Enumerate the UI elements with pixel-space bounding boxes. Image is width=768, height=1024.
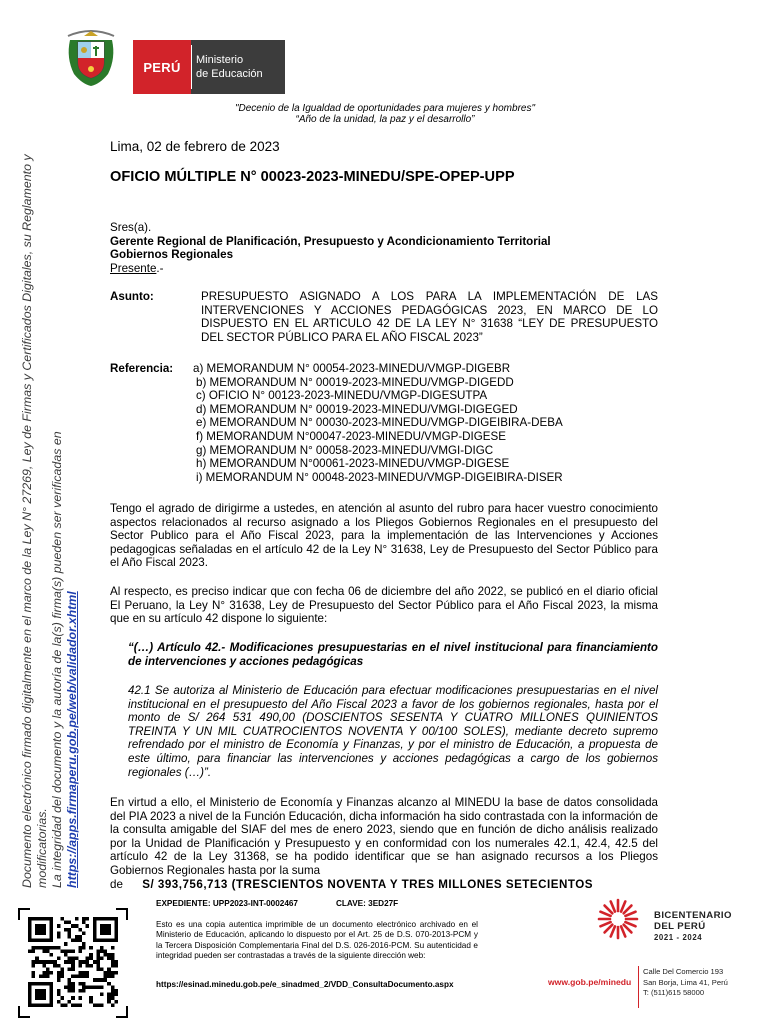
- authenticity-notice: Esto es una copia autentica imprimible de un documento electrónico archivado en el Ministerio de Educación, aplicando lo dispuesto por el Art. 25 de D.S. 070-2013-PCM y la Tercera Disposición Complementaria Final del D.S. 026-2016-PCM. Su autenticidad e integridad pueden ser contrastadas a través de la siguiente dirección web:: [156, 920, 478, 960]
- address-line-2: San Borja, Lima 41, Perú: [643, 977, 728, 987]
- recipient-block: [110, 221, 670, 275]
- year-quote: “Año de la unidad, la paz y el desarrollo”: [295, 114, 475, 125]
- subject-text: PRESUPUESTO ASIGNADO A LOS PARA LA IMPLEMENTACIÓN DE LAS INTERVENCIONES Y ACCIONES PEDAGÓGICAS 2023, EN MARCO DE LO DISPUESTO EN EL ARTICULO 42 DE LA LEY N° 31638 “LEY DE PRESUPUESTO DEL SECTOR PÚBLICO PARA EL AÑO FISCAL 2023”: [201, 290, 658, 344]
- salutation: Sres(a).: [110, 221, 152, 234]
- clave: CLAVE: 3ED27F: [336, 899, 399, 908]
- paragraph-3-prefix: de: [110, 878, 123, 891]
- reference-item: i) MEMORANDUM N° 00048-2023-MINEDU/VMGP-DIGEIBIRA-DISER: [196, 470, 563, 484]
- document-date: Lima, 02 de febrero de 2023: [110, 139, 280, 154]
- paragraph-3-last-line: [110, 878, 658, 892]
- digital-signature-note: [20, 148, 79, 888]
- peru-coat-of-arms-icon: [62, 28, 120, 88]
- peru-label: PERÚ: [143, 59, 181, 75]
- bicentenario-label: [654, 911, 732, 943]
- recipient-line-1: Gerente Regional de Planificación, Presupuesto y Acondicionamiento Territorial: [110, 234, 551, 248]
- reference-item: d) MEMORANDUM N° 00019-2023-MINEDU/VMGI-DIGEGED: [196, 402, 518, 416]
- bicentenario-line-2: DEL PERÚ: [654, 920, 706, 932]
- references-list: [193, 362, 663, 484]
- paragraph-2: Al respecto, es preciso indicar que con fecha 06 de diciembre del año 2022, se publicó en el diario oficial El Peruano, la Ley N° 31638, Ley de Presupuesto del Sector Público para el Año Fiscal 2023, la misma que en su artículo 42 dispone lo siguiente:: [110, 585, 658, 626]
- paragraph-1: Tengo el agrado de dirigirme a ustedes, en atención al asunto del rubro para hacer vuestro conocimiento aspectos relacionados al recurso asignado a los Pliegos Gobiernos Regionales en el presupuesto del Sector Publico para el Año Fiscal 2023, para la implementación de las Intervenciones y Acciones pedagogicas señaladas en el artículo 42 de la Ley N° 31638, Ley de Presupuesto del Sector Público para el Año Fiscal 2023.: [110, 502, 658, 570]
- article-body: 42.1 Se autoriza al Ministerio de Educación para efectuar modificaciones presupuestarias en el nivel institucional en el presupuesto del Año Fiscal 2023 a favor de los gobiernos regionales, hasta por el monto de S/ 264 531 490,00 (DOSCIENTOS SESENTA Y CUATRO MILLONES QUINIENTOS TREINTA Y UN MIL CUATROCIENTOS NOVENTA Y 00/100 SOLES), mediante decreto supremo refrendado por el ministro de Economía y Finanzas, y por el ministro de Educación, a propuesta de este último, para financiar las intervenciones y acciones pedagógicas a cargo de los gobiernos regionales (…)”.: [128, 684, 658, 779]
- ministry-box: [191, 40, 285, 94]
- reference-item: c) OFICIO N° 00123-2023-MINEDU/VMGP-DIGESUTPA: [196, 389, 488, 403]
- document-title: OFICIO MÚLTIPLE N° 00023-2023-MINEDU/SPE-OPEP-UPP: [110, 169, 515, 185]
- address-block: [643, 967, 728, 999]
- qr-code-icon: [28, 917, 118, 1007]
- paragraph-3-amount: S/ 393,756,713 (TRESCIENTOS NOVENTA Y TRES MILLONES SETECIENTOS: [142, 878, 593, 891]
- footer-divider: [638, 966, 639, 1008]
- signature-note-line-1: Documento electrónico firmado digitalmente en el marco de la Ley N° 27269, Ley de Firmas y Certificados Digitales, su Reglamento y modificatorias.: [20, 154, 49, 888]
- bicentenario-years: 2021 - 2024: [654, 932, 703, 942]
- signature-note-text: La integridad del documento y la autoría de la(s) firma(s) pueden ser verificadas en: [50, 431, 64, 888]
- reference-item: f) MEMORANDUM N°00047-2023-MINEDU/VMGP-DIGESE: [196, 429, 506, 443]
- reference-item: g) MEMORANDUM N° 00058-2023-MINEDU/VMGI-DIGC: [196, 443, 494, 457]
- presente-label: Presente: [110, 261, 157, 275]
- presente-line: [110, 262, 670, 276]
- reference-item: b) MEMORANDUM N° 00019-2023-MINEDU/VMGP-DIGEDD: [196, 375, 514, 389]
- gov-link[interactable]: www.gob.pe/minedu: [548, 977, 632, 987]
- verify-url[interactable]: https://esinad.minedu.gob.pe/e_sinadmed_2/VDD_ConsultaDocumento.aspx: [156, 980, 454, 989]
- paragraph-3: En virtud a ello, el Ministerio de Economía y Finanzas alcanzo al MINEDU la base de datos consolidada del PIA 2023 a nivel de la Función Educación, dicha información ha sido contrastada con la información de la consulta amigable del SIAF del mes de enero 2023, siendo que en función de dicho análisis realizado por la Unidad de Planificación y Presupuesto y en conformidad con los numerales 42.1, 42.4, 42.5 del artículo 42 de la Ley 31368, se ha podido identificar que se han asignado recursos a los Pliegos Gobiernos Regionales hasta por la suma: [110, 796, 658, 877]
- address-line-3: T: (511)615 58000: [643, 988, 705, 997]
- ministry-line-1: Ministerio: [196, 54, 244, 66]
- references-label: Referencia:: [110, 362, 174, 375]
- bicentenario-logo-icon: [597, 898, 639, 940]
- subject-label: Asunto:: [110, 290, 154, 303]
- address-line-1: Calle Del Comercio 193: [643, 967, 724, 976]
- reference-item: e) MEMORANDUM N° 00030-2023-MINEDU/VMGP-DIGEIBIRA-DEBA: [196, 416, 563, 430]
- reference-item: h) MEMORANDUM N°00061-2023-MINEDU/VMGP-DIGESE: [196, 457, 510, 471]
- reference-item: a) MEMORANDUM N° 00054-2023-MINEDU/VMGP-DIGEBR: [193, 362, 511, 375]
- ministry-line-2: de Educación: [196, 68, 263, 80]
- signature-note-line-2: [50, 148, 80, 888]
- brand-divider: [191, 45, 192, 89]
- expediente: EXPEDIENTE: UPP2023-INT-0002467: [156, 899, 298, 908]
- validator-link[interactable]: https://apps.firmaperu.gob.pe/web/validador.xhtml: [65, 591, 79, 888]
- article-title: “(…) Artículo 42.- Modificaciones presupuestarias en el nivel institucional para financiamiento de intervenciones y acciones pedagógicas: [128, 641, 658, 668]
- recipient-line-2: Gobiernos Regionales: [110, 248, 234, 262]
- decade-quote: "Decenio de la Igualdad de oportunidades para mujeres y hombres": [234, 103, 536, 114]
- presente-suffix: .-: [156, 261, 164, 275]
- bicentenario-line-1: BICENTENARIO: [654, 910, 732, 921]
